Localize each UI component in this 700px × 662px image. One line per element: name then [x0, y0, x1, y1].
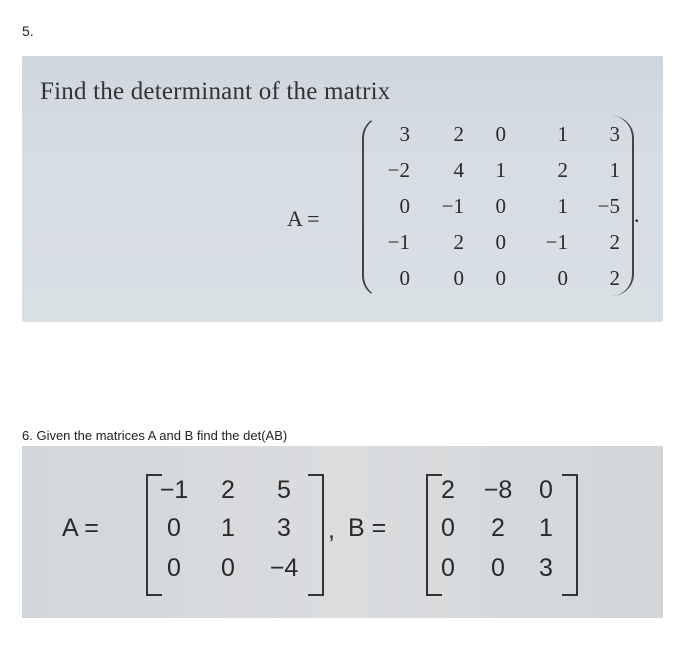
- matrix-b-cell: 2: [491, 514, 505, 542]
- matrix-cell: 0: [557, 266, 568, 290]
- matrix-cell: 3: [399, 122, 410, 146]
- matrix-cell: −1: [441, 194, 464, 218]
- matrix-b-cell: 2: [441, 476, 455, 504]
- matrix-b-cell: 3: [539, 554, 553, 582]
- matrix-cell: −2: [387, 158, 410, 182]
- matrix-cell: 4: [453, 158, 464, 182]
- matrix-cell: 0: [399, 266, 410, 290]
- matrix-cell: 2: [453, 122, 464, 146]
- matrix-b-cell: 0: [441, 554, 455, 582]
- matrix-a-cell: 0: [167, 554, 181, 582]
- matrix-cell: 2: [609, 230, 620, 254]
- question-5-number: 5.: [22, 23, 34, 39]
- matrix-cell: 3: [609, 122, 620, 146]
- matrix-separator: ,: [328, 516, 335, 544]
- matrix-a-cell: 5: [277, 476, 291, 504]
- matrix-b-label: B =: [348, 514, 387, 542]
- matrix-b-cell: −8: [483, 476, 513, 504]
- right-bracket: [308, 474, 324, 596]
- matrix-cell: 1: [557, 122, 568, 146]
- matrix-a-cell: 0: [221, 554, 235, 582]
- matrix-cell: 0: [495, 122, 506, 146]
- matrix-a-label: A =: [62, 514, 99, 542]
- matrix-a-5x5: [362, 116, 634, 296]
- matrix-a-cell: −4: [269, 554, 299, 582]
- matrix-cell: 1: [609, 158, 620, 182]
- matrix-cell: 2: [557, 158, 568, 182]
- matrix-a-cell: 3: [277, 514, 291, 542]
- matrix-cell: 1: [557, 194, 568, 218]
- trailing-period: .: [634, 202, 640, 227]
- matrix-b-cell: 0: [539, 476, 553, 504]
- matrix-cell: 0: [453, 266, 464, 290]
- matrix-cell: 0: [399, 194, 410, 218]
- matrix-a-cell: 1: [221, 514, 235, 542]
- matrix-cell: 0: [495, 230, 506, 254]
- matrix-a-cell: 2: [221, 476, 235, 504]
- matrix-cell: −1: [545, 230, 568, 254]
- question-6-prompt: 6. Given the matrices A and B find the det(AB): [22, 428, 288, 443]
- matrix-b-cell: 0: [441, 514, 455, 542]
- matrix-b-cell: 0: [491, 554, 505, 582]
- matrix-cell: 0: [495, 266, 506, 290]
- question-5-prompt: Find the determinant of the matrix: [40, 78, 391, 105]
- matrix-cell: −1: [387, 230, 410, 254]
- question-5-image: [22, 56, 663, 322]
- matrix-a-cell: −1: [159, 476, 189, 504]
- matrix-cell: 2: [453, 230, 464, 254]
- matrix-cell: −5: [597, 194, 620, 218]
- matrix-a-cell: 0: [167, 514, 181, 542]
- question-6-image: [22, 446, 663, 618]
- matrix-cell: 0: [495, 194, 506, 218]
- matrix-cell: 2: [609, 266, 620, 290]
- matrix-cell: 1: [495, 158, 506, 182]
- matrix-b-cell: 1: [539, 514, 553, 542]
- matrix-a-label: A =: [287, 206, 320, 231]
